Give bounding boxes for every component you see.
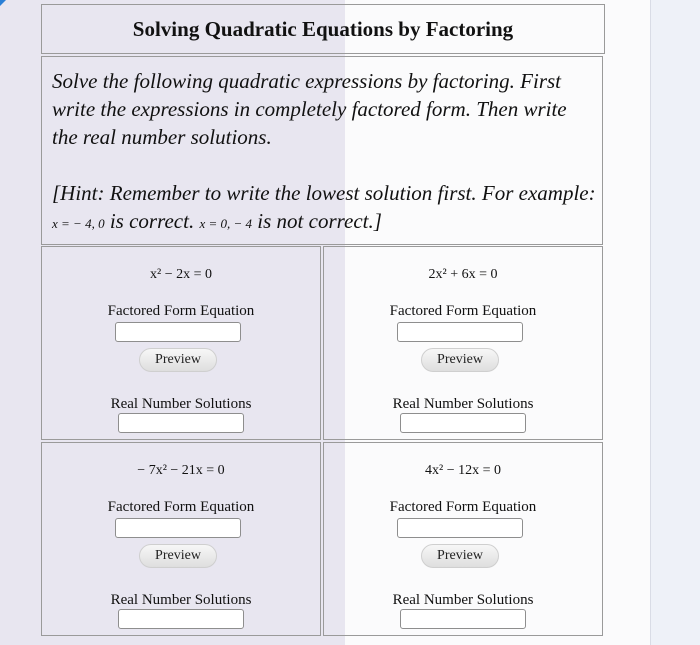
- problem-equation: − 7x² − 21x = 0: [137, 463, 225, 478]
- preview-button[interactable]: Preview: [421, 348, 499, 372]
- real-solutions-input[interactable]: [118, 609, 244, 629]
- preview-button[interactable]: Preview: [421, 544, 499, 568]
- real-solutions-label: Real Number Solutions: [392, 396, 534, 412]
- factored-form-input[interactable]: [397, 518, 523, 538]
- real-solutions-label: Real Number Solutions: [392, 592, 534, 608]
- hint-suffix: is not correct.]: [252, 209, 382, 233]
- problem-equation: 2x² + 6x = 0: [428, 267, 498, 282]
- real-solutions-input[interactable]: [400, 609, 526, 629]
- problem-card: [41, 442, 321, 636]
- preview-button[interactable]: Preview: [139, 544, 217, 568]
- problem-equation: 4x² − 12x = 0: [425, 463, 501, 478]
- real-solutions-label: Real Number Solutions: [110, 592, 252, 608]
- factored-form-input[interactable]: [397, 322, 523, 342]
- hint-text: [52, 179, 597, 238]
- hint-incorrect-example: x = 0, − 4: [199, 216, 253, 231]
- instructions-box: [41, 56, 603, 245]
- factored-form-label: Factored Form Equation: [389, 303, 537, 319]
- problem-equation: x² − 2x = 0: [150, 267, 212, 282]
- problem-card: [323, 442, 603, 636]
- problem-card: [41, 246, 321, 440]
- factored-form-input[interactable]: [115, 322, 241, 342]
- factored-form-label: Factored Form Equation: [107, 499, 255, 515]
- hint-prefix: [Hint: Remember to write the lowest solution first. For example:: [52, 181, 596, 205]
- corner-marker-icon: [0, 0, 6, 6]
- factored-form-label: Factored Form Equation: [389, 499, 537, 515]
- preview-button[interactable]: Preview: [139, 348, 217, 372]
- real-solutions-label: Real Number Solutions: [110, 396, 252, 412]
- hint-middle: is correct.: [104, 209, 200, 233]
- real-solutions-input[interactable]: [400, 413, 526, 433]
- hint-correct-example: x = − 4, 0: [52, 216, 105, 231]
- factored-form-input[interactable]: [115, 518, 241, 538]
- instructions-text: Solve the following quadratic expressions by factoring. First write the expressions in completely factored form. Then write the real number solutions.: [52, 69, 567, 149]
- problem-card: [323, 246, 603, 440]
- real-solutions-input[interactable]: [118, 413, 244, 433]
- factored-form-label: Factored Form Equation: [107, 303, 255, 319]
- worksheet-title: Solving Quadratic Equations by Factoring: [41, 4, 605, 54]
- right-margin-strip: [650, 0, 700, 645]
